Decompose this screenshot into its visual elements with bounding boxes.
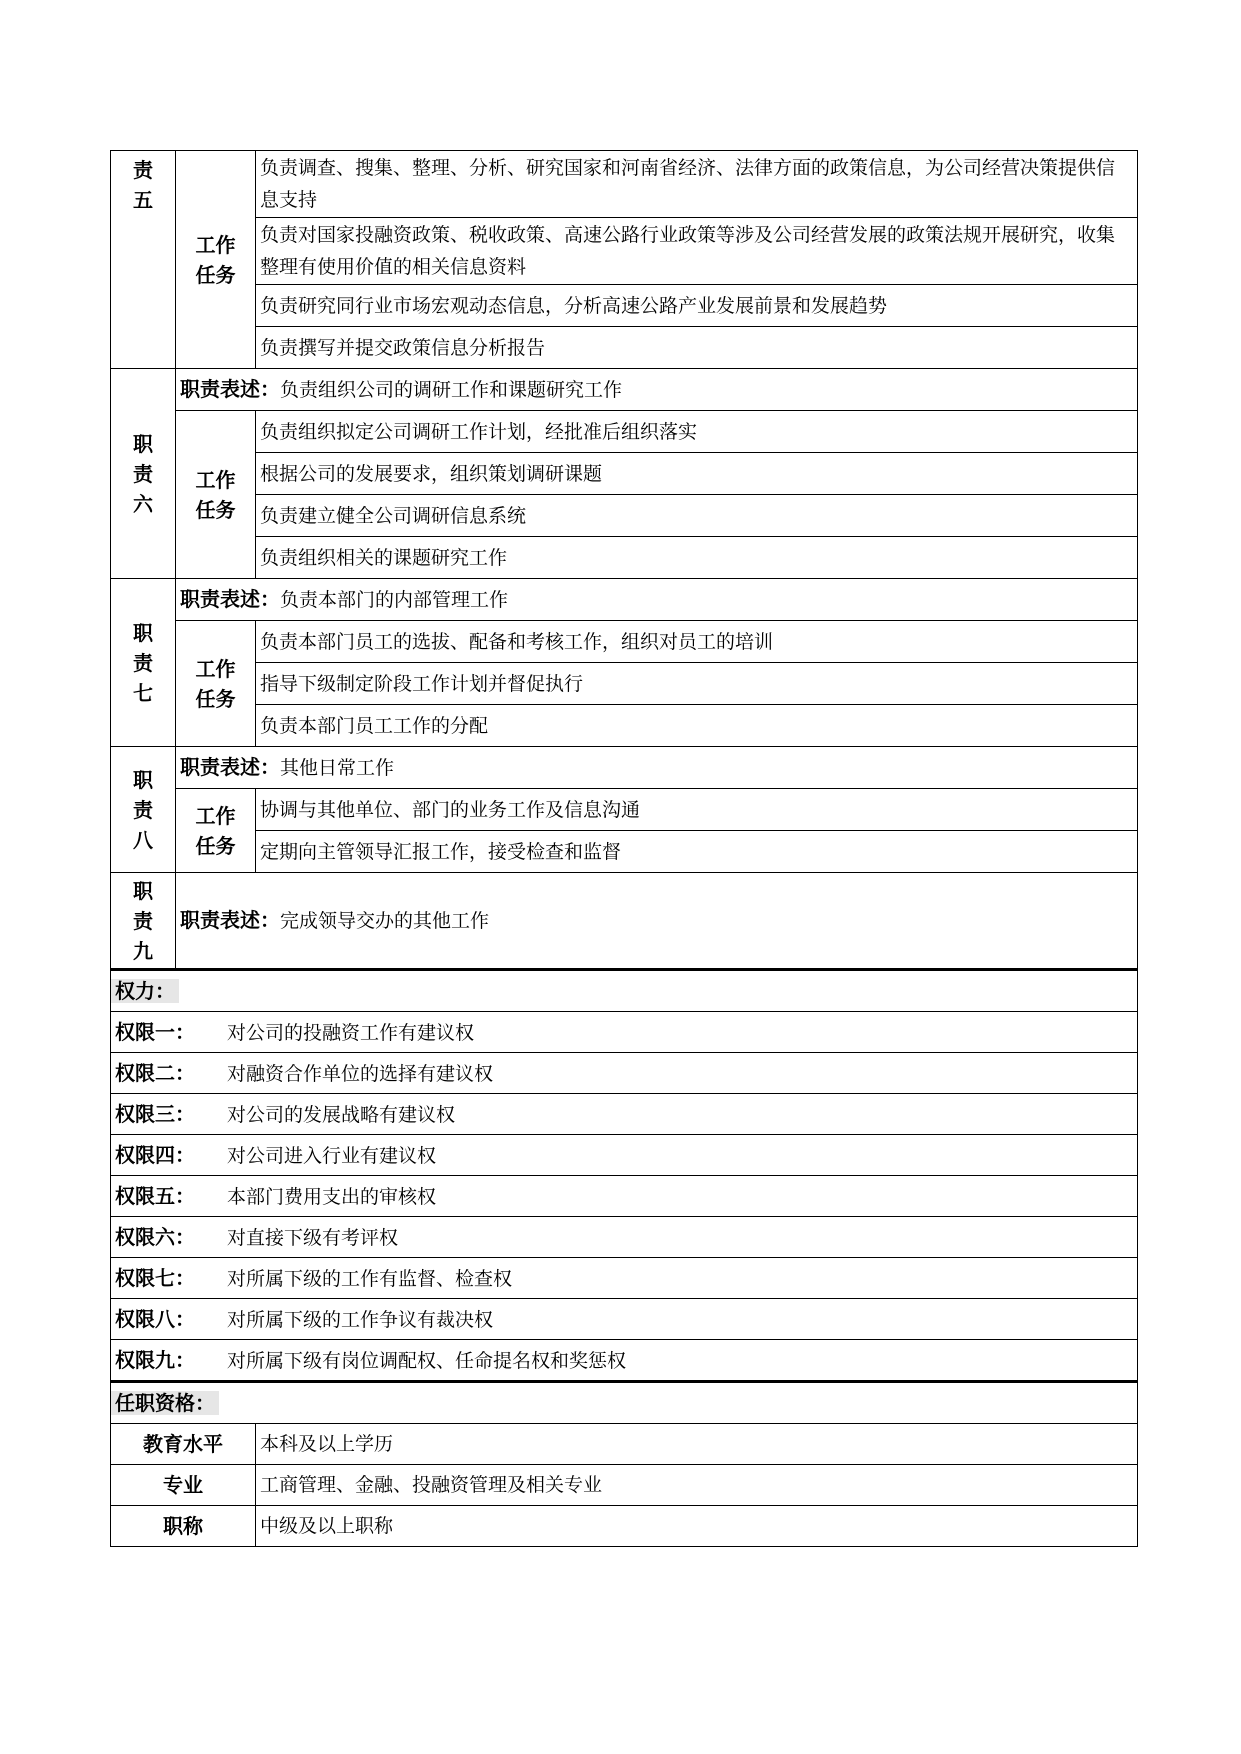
duty7-task-1: 负责本部门员工的选拔、配备和考核工作，组织对员工的培训 bbox=[256, 621, 1138, 663]
duty6-task-1: 负责组织拟定公司调研工作计划，经批准后组织落实 bbox=[256, 411, 1138, 453]
duty8-tasks-label: 工作 任务 bbox=[176, 789, 256, 873]
duty6-label: 职 责 六 bbox=[111, 369, 176, 579]
power-row: 权限八： 对所属下级的工作争议有裁决权 bbox=[111, 1299, 1138, 1340]
duty5-task-3: 负责研究同行业市场宏观动态信息，分析高速公路产业发展前景和发展趋势 bbox=[256, 285, 1138, 327]
powers-heading: 权力： bbox=[111, 970, 1138, 1012]
duty8-statement: 职责表述：其他日常工作 bbox=[176, 747, 1138, 789]
duty8-label: 职 责 八 bbox=[111, 747, 176, 873]
qualification-row: 职称 中级及以上职称 bbox=[111, 1506, 1138, 1547]
duty8-task-1: 协调与其他单位、部门的业务工作及信息沟通 bbox=[256, 789, 1138, 831]
qualifications-heading: 任职资格： bbox=[111, 1382, 1138, 1424]
duty5-task-2: 负责对国家投融资政策、税收政策、高速公路行业政策等涉及公司经营发展的政策法规开展研究，收集整理有使用价值的相关信息资料 bbox=[256, 218, 1138, 285]
qualification-row: 专业 工商管理、金融、投融资管理及相关专业 bbox=[111, 1465, 1138, 1506]
duty7-tasks-label: 工作 任务 bbox=[176, 621, 256, 747]
duty6-task-3: 负责建立健全公司调研信息系统 bbox=[256, 495, 1138, 537]
duty7-label: 职 责 七 bbox=[111, 579, 176, 747]
power-row: 权限五： 本部门费用支出的审核权 bbox=[111, 1176, 1138, 1217]
duty5-tasks-label: 工作 任务 bbox=[176, 151, 256, 369]
duty6-task-2: 根据公司的发展要求，组织策划调研课题 bbox=[256, 453, 1138, 495]
duty5-task-1: 负责调查、搜集、整理、分析、研究国家和河南省经济、法律方面的政策信息，为公司经营决策提供信息支持 bbox=[256, 151, 1138, 218]
duty5-task-4: 负责撰写并提交政策信息分析报告 bbox=[256, 327, 1138, 369]
power-row: 权限七： 对所属下级的工作有监督、检查权 bbox=[111, 1258, 1138, 1299]
duty5-task-row bbox=[111, 151, 1138, 218]
power-row: 权限二： 对融资合作单位的选择有建议权 bbox=[111, 1053, 1138, 1094]
power-row: 权限六： 对直接下级有考评权 bbox=[111, 1217, 1138, 1258]
duty6-task-4: 负责组织相关的课题研究工作 bbox=[256, 537, 1138, 579]
duty9-label: 职 责 九 bbox=[111, 873, 176, 970]
job-description-table bbox=[110, 150, 1138, 1547]
duty6-tasks-label: 工作 任务 bbox=[176, 411, 256, 579]
power-row: 权限九： 对所属下级有岗位调配权、任命提名权和奖惩权 bbox=[111, 1340, 1138, 1382]
job-description-page bbox=[110, 150, 1137, 1547]
power-row: 权限三： 对公司的发展战略有建议权 bbox=[111, 1094, 1138, 1135]
duty6-statement: 职责表述：负责组织公司的调研工作和课题研究工作 bbox=[176, 369, 1138, 411]
power-row: 权限一： 对公司的投融资工作有建议权 bbox=[111, 1012, 1138, 1053]
power-row: 权限四： 对公司进入行业有建议权 bbox=[111, 1135, 1138, 1176]
duty9-statement: 职责表述：完成领导交办的其他工作 bbox=[176, 873, 1138, 970]
duty7-task-3: 负责本部门员工工作的分配 bbox=[256, 705, 1138, 747]
duty7-task-2: 指导下级制定阶段工作计划并督促执行 bbox=[256, 663, 1138, 705]
duty7-statement: 职责表述：负责本部门的内部管理工作 bbox=[176, 579, 1138, 621]
qualification-row: 教育水平 本科及以上学历 bbox=[111, 1424, 1138, 1465]
duty8-task-2: 定期向主管领导汇报工作，接受检查和监督 bbox=[256, 831, 1138, 873]
duty5-label: 责 五 bbox=[111, 151, 176, 369]
